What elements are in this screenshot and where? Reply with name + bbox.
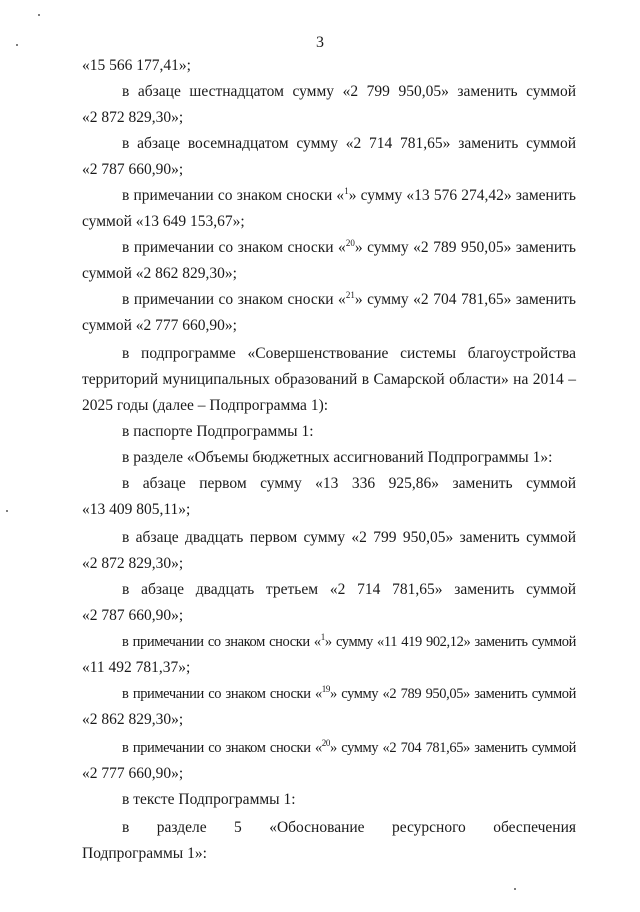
text-line: в разделе 5 «Обоснование ресурсного обеспечения [122,819,576,836]
footnote-mark: 1 [344,185,349,196]
scan-speck [514,888,516,890]
text-line: суммой «13 649 153,67»; [82,213,245,230]
footnote-line: в примечании со знаком сноски «$^{19}$» сумму «2 789 950,05» заменить суммой [122,684,576,702]
text-line: суммой «2 862 829,30»; [82,265,237,282]
footnote-mark: 1 [320,632,325,643]
footnote-mark: 21 [345,289,355,300]
text-line: Подпрограммы 1»: [82,845,207,862]
footnote-line: в примечании со знаком сноски «$^1$» сумму «11 419 902,12» заменить суммой [122,632,576,650]
text-line: «2 787 660,90»; [82,161,184,178]
text-line: в абзаце двадцать первом сумму «2 799 950,05» заменить суммой [122,529,576,546]
footnote-mark: 19 [321,684,330,695]
text-line: территорий муниципальных образований в Самарской области» на 2014 – [82,371,576,388]
text-line: в разделе «Объемы бюджетных ассигнований Подпрограммы 1»: [122,449,553,466]
text-line: суммой «2 777 660,90»; [82,317,237,334]
text-line: «2 872 829,30»; [82,555,184,572]
text-line: в подпрограмме «Совершенствование системы благоустройства [122,345,576,362]
text-line: «2 777 660,90»; [82,765,184,782]
text-line: «2 872 829,30»; [82,109,184,126]
footnote-line: в примечании со знаком сноски «$^{20}$» сумму «2 704 781,65» заменить суммой [122,738,576,756]
text-line: 2025 годы (далее – Подпрограмма 1): [82,397,329,414]
text-line: в тексте Подпрограммы 1: [122,791,296,808]
text-line: «2 787 660,90»; [82,607,184,624]
text-line: в абзаце шестнадцатом сумму «2 799 950,05» заменить суммой [122,83,576,100]
text-line: «13 409 805,11»; [82,501,191,518]
text-line: «2 862 829,30»; [82,711,184,728]
text-line: «11 492 781,37»; [82,659,191,676]
text-line: в абзаце восемнадцатом сумму «2 714 781,65» заменить суммой [122,135,576,152]
footnote-line: в примечании со знаком сноски «$^{21}$» сумму «2 704 781,65» заменить [122,289,576,308]
footnote-mark: 20 [345,237,355,248]
text-line: в абзаце двадцать третьем «2 714 781,65» заменить суммой [122,581,576,598]
text-line: «15 566 177,41»; [82,57,191,74]
scan-speck [38,14,40,16]
footnote-mark: 20 [321,738,330,749]
scan-speck [6,510,8,512]
footnote-line: в примечании со знаком сноски «$^1$» сумму «13 576 274,42» заменить [122,185,576,204]
footnote-line: в примечании со знаком сноски «$^{20}$» сумму «2 789 950,05» заменить [122,237,576,256]
page-number: 3 [316,34,324,51]
text-line: в паспорте Подпрограммы 1: [122,423,314,440]
text-line: в абзаце первом сумму «13 336 925,86» заменить суммой [122,475,576,492]
